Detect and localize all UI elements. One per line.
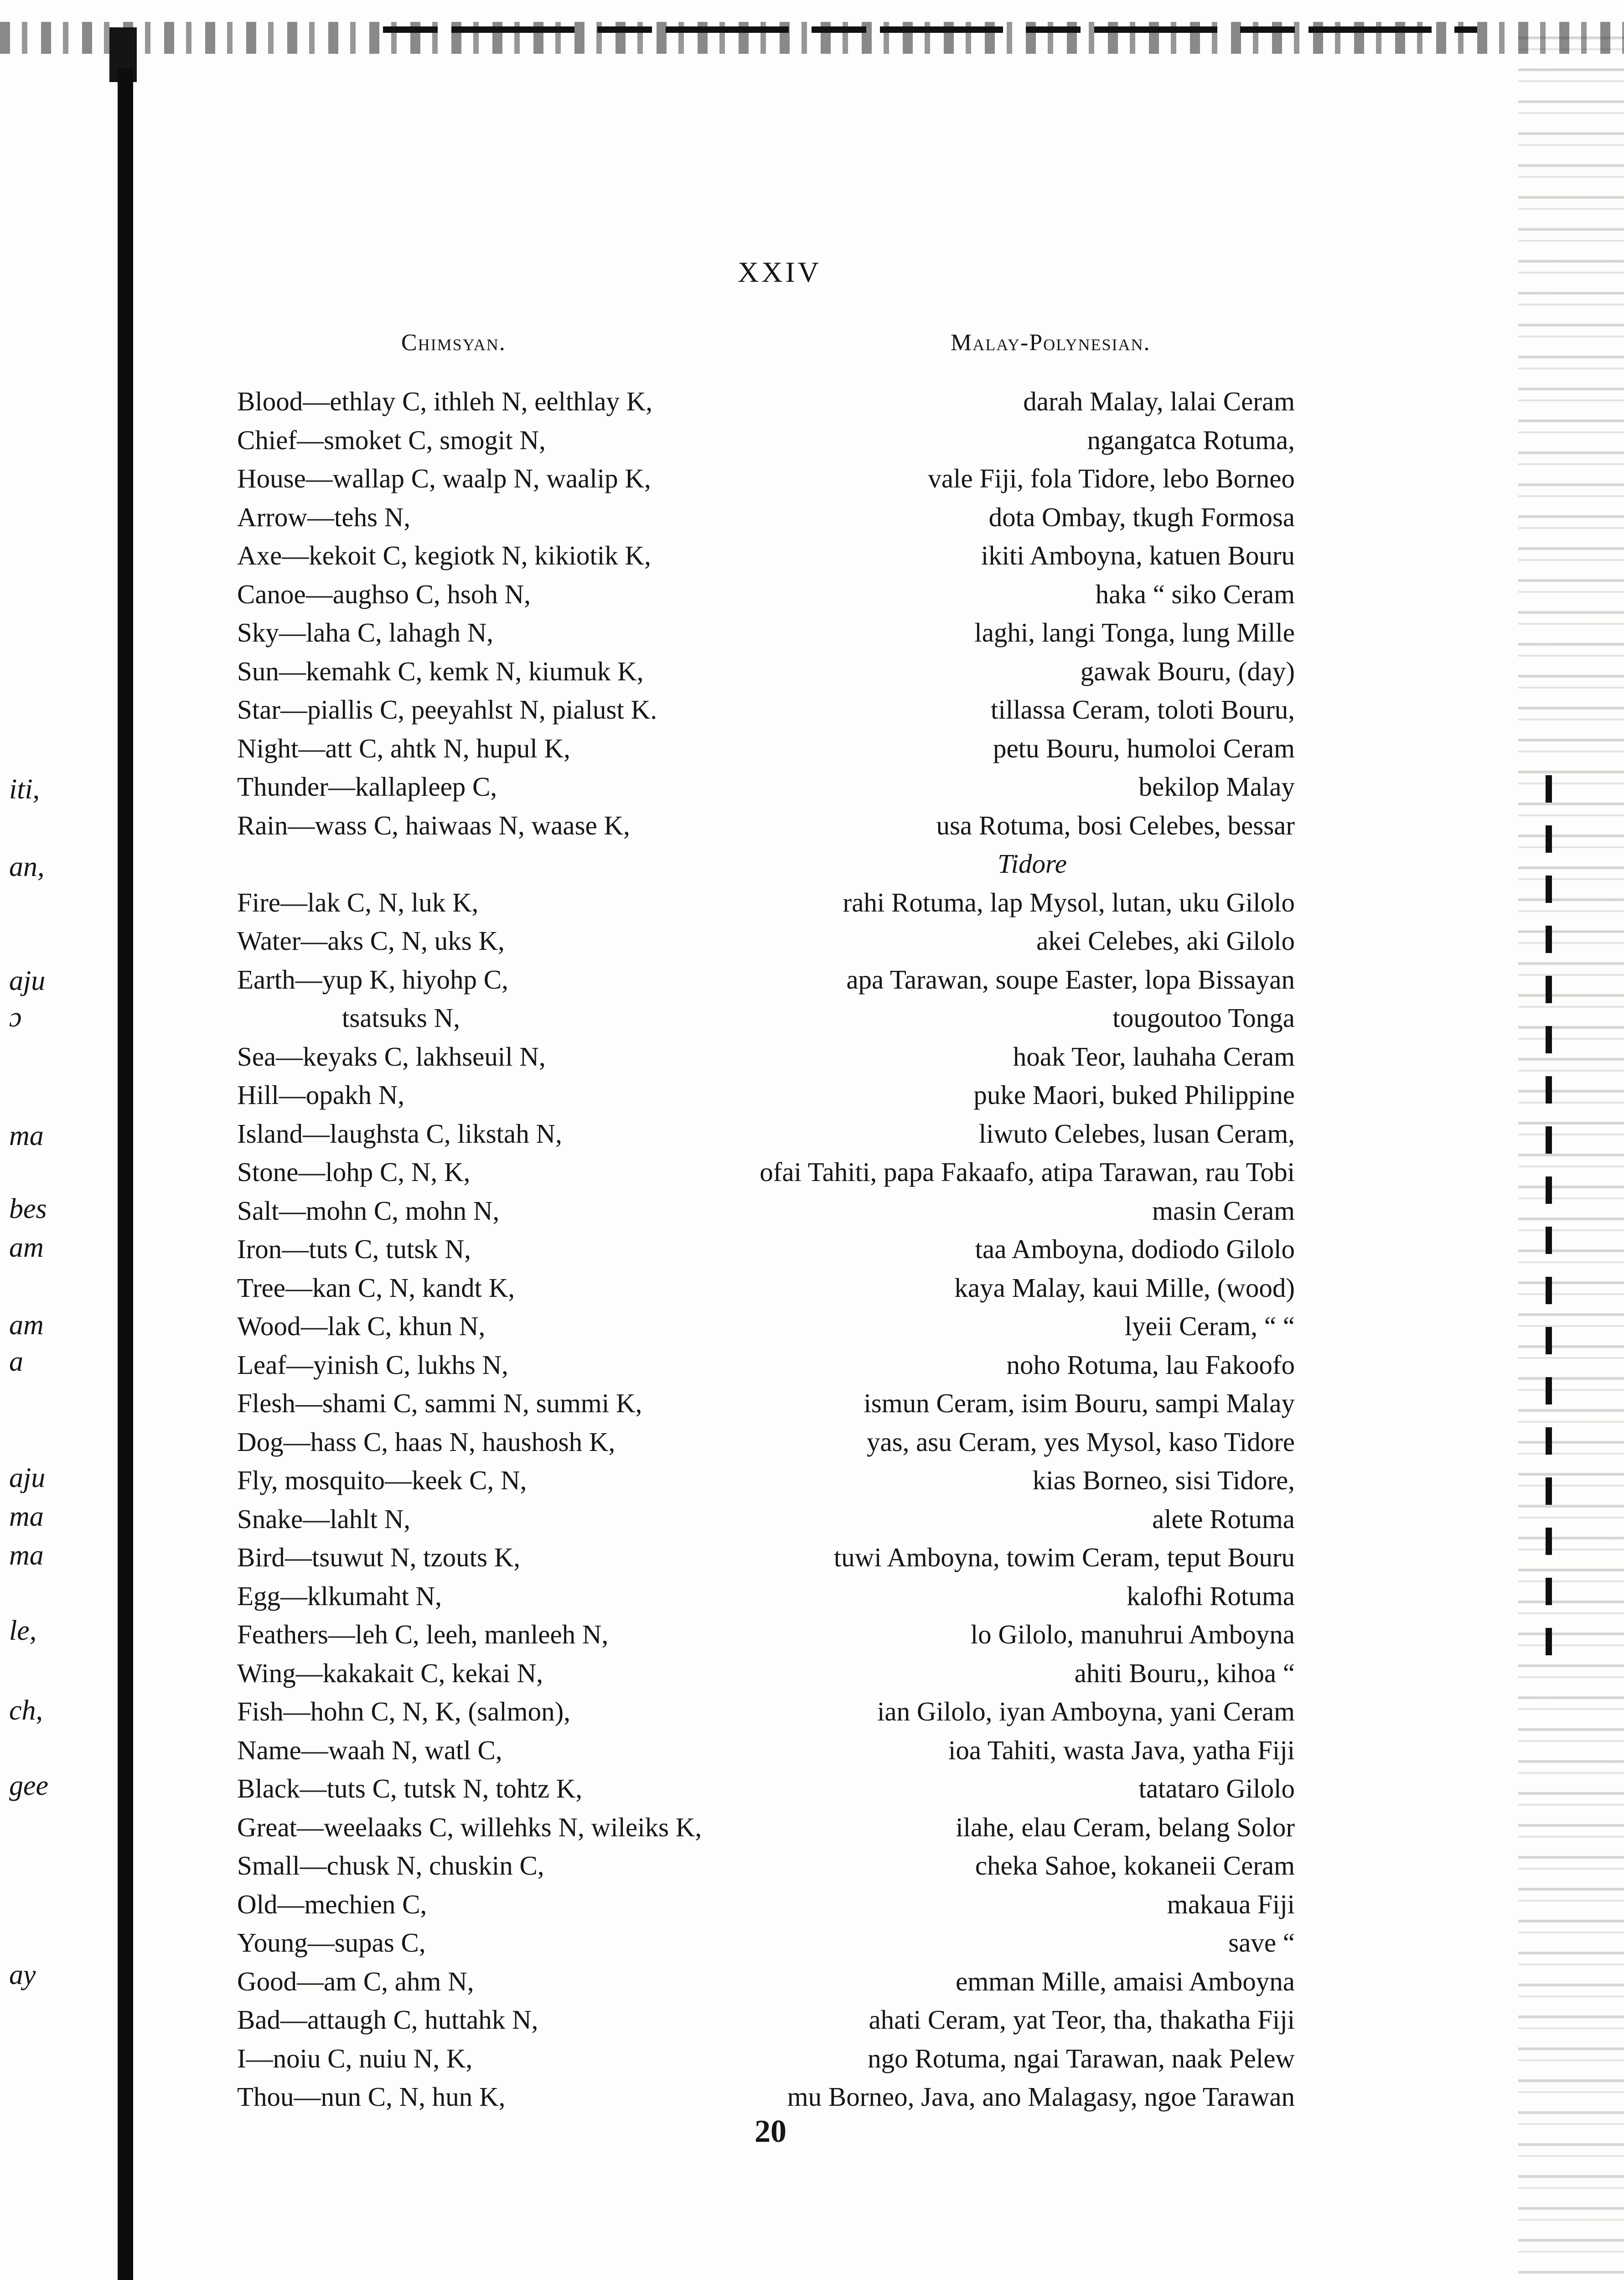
malay-polynesian-cognates: ikiti Amboyna, katuen Bouru bbox=[981, 540, 1295, 570]
margin-fragment: a bbox=[9, 1346, 23, 1377]
chimsyan-term: Iron—tuts C, tutsk N, bbox=[237, 1234, 471, 1264]
chimsyan-term: Young—supas C, bbox=[237, 1928, 426, 1958]
malay-polynesian-cognates: tillassa Ceram, toloti Bouru, bbox=[991, 694, 1295, 725]
malay-polynesian-cognates: ismun Ceram, isim Bouru, sampi Malay bbox=[864, 1388, 1295, 1418]
chimsyan-term: Fly, mosquito—keek C, N, bbox=[237, 1465, 527, 1495]
malay-polynesian-cognates: tatataro Gilolo bbox=[1138, 1773, 1295, 1803]
chimsyan-term: Canoe—aughso C, hsoh N, bbox=[237, 579, 531, 609]
vocabulary-row bbox=[237, 1731, 1331, 1770]
chimsyan-term: Chief—smoket C, smogit N, bbox=[237, 425, 546, 455]
chimsyan-term: Arrow—tehs N, bbox=[237, 502, 411, 532]
chimsyan-term: Water—aks C, N, uks K, bbox=[237, 926, 505, 956]
chimsyan-term: Night—att C, ahtk N, hupul K, bbox=[237, 733, 570, 763]
margin-fragment: aju bbox=[9, 1462, 46, 1493]
malay-polynesian-cognates: yas, asu Ceram, yes Mysol, kaso Tidore bbox=[866, 1426, 1295, 1457]
vocabulary-row bbox=[237, 1962, 1331, 2001]
margin-fragment: am bbox=[9, 1232, 44, 1263]
chimsyan-term: Fish—hohn C, N, K, (salmon), bbox=[237, 1696, 570, 1726]
vocabulary-row bbox=[237, 382, 1331, 421]
margin-fragment: ma bbox=[9, 1120, 44, 1151]
malay-polynesian-cognates: ngo Rotuma, ngai Tarawan, naak Pelew bbox=[868, 2043, 1295, 2073]
malay-polynesian-cognates: ngangatca Rotuma, bbox=[1087, 425, 1295, 455]
chimsyan-term: Island—laughsta C, likstah N, bbox=[237, 1118, 562, 1149]
malay-polynesian-cognates: kalofhi Rotuma bbox=[1127, 1580, 1295, 1611]
vocabulary-row bbox=[237, 1037, 1331, 1076]
vocabulary-row bbox=[237, 459, 1331, 498]
vocabulary-row bbox=[237, 1769, 1331, 1808]
vocabulary-row bbox=[237, 652, 1331, 691]
malay-polynesian-cognates: petu Bouru, humoloi Ceram bbox=[993, 733, 1295, 763]
malay-polynesian-cognates: ofai Tahiti, papa Fakaafo, atipa Tarawan, rau Tobi bbox=[760, 1157, 1295, 1187]
vocabulary-row bbox=[237, 1923, 1331, 1962]
malay-polynesian-cognates: usa Rotuma, bosi Celebes, bessar bbox=[936, 810, 1295, 840]
malay-polynesian-cognates: vale Fiji, fola Tidore, lebo Borneo bbox=[928, 463, 1295, 493]
chimsyan-term: Blood—ethlay C, ithleh N, eelthlay K, bbox=[237, 386, 653, 416]
vocabulary-row bbox=[237, 1692, 1331, 1731]
chimsyan-term: Feathers—leh C, leeh, manleeh N, bbox=[237, 1619, 609, 1649]
malay-polynesian-cognates: ahiti Bouru,, kihoa “ bbox=[1074, 1658, 1295, 1688]
vocabulary-list bbox=[237, 382, 1331, 2116]
vocabulary-row bbox=[237, 2000, 1331, 2039]
chimsyan-term: House—wallap C, waalp N, waalip K, bbox=[237, 463, 651, 493]
margin-fragment: iti, bbox=[9, 774, 40, 805]
chimsyan-term: Stone—lohp C, N, K, bbox=[237, 1157, 471, 1187]
vocabulary-row bbox=[237, 1538, 1331, 1577]
vocabulary-row bbox=[237, 1808, 1331, 1847]
chimsyan-term: Egg—klkumaht N, bbox=[237, 1580, 442, 1611]
chimsyan-term: Tree—kan C, N, kandt K, bbox=[237, 1272, 515, 1303]
chimsyan-term: Earth—yup K, hiyohp C, bbox=[237, 964, 508, 995]
vocabulary-row bbox=[237, 2078, 1331, 2116]
chimsyan-term: Black—tuts C, tutsk N, tohtz K, bbox=[237, 1773, 583, 1803]
chimsyan-term: tsatsuks N, bbox=[342, 1003, 460, 1033]
vocabulary-row bbox=[237, 960, 1331, 999]
vocabulary-row bbox=[237, 1307, 1331, 1346]
malay-polynesian-cognates: dota Ombay, tkugh Formosa bbox=[988, 502, 1295, 532]
chimsyan-term: Wing—kakakait C, kekai N, bbox=[237, 1658, 543, 1688]
malay-polynesian-cognates: kaya Malay, kaui Mille, (wood) bbox=[954, 1272, 1295, 1303]
vocabulary-row bbox=[237, 536, 1331, 575]
malay-polynesian-cognates: tuwi Amboyna, towim Ceram, teput Bouru bbox=[833, 1542, 1295, 1572]
malay-polynesian-cognates: ian Gilolo, iyan Amboyna, yani Ceram bbox=[877, 1696, 1295, 1726]
chimsyan-term: Name—waah N, watl C, bbox=[237, 1735, 502, 1765]
malay-polynesian-cognates: akei Celebes, aki Gilolo bbox=[1036, 926, 1295, 956]
column-heading-chimsyan: Chimsyan. bbox=[401, 330, 506, 356]
vocabulary-row bbox=[237, 1346, 1331, 1384]
margin-fragment: ɔ bbox=[9, 1002, 22, 1033]
malay-polynesian-cognates: makaua Fiji bbox=[1167, 1889, 1295, 1919]
chimsyan-term: Old—mechien C, bbox=[237, 1889, 427, 1919]
malay-polynesian-cognates: cheka Sahoe, kokaneii Ceram bbox=[975, 1850, 1295, 1881]
malay-polynesian-cognates: ahati Ceram, yat Teor, tha, thakatha Fiji bbox=[869, 2005, 1295, 2035]
vocabulary-row bbox=[237, 421, 1331, 460]
vocabulary-row bbox=[237, 1269, 1331, 1307]
scan-top-rule bbox=[383, 26, 1477, 33]
chimsyan-term: Small—chusk N, chuskin C, bbox=[237, 1850, 544, 1881]
malay-polynesian-cognates: puke Maori, buked Philippine bbox=[973, 1080, 1295, 1110]
chimsyan-term: Hill—opakh N, bbox=[237, 1080, 405, 1110]
column-heading-malay-polynesian: Malay-Polynesian. bbox=[951, 330, 1151, 356]
vocabulary-row bbox=[237, 1423, 1331, 1461]
vocabulary-row bbox=[237, 1500, 1331, 1539]
vocabulary-row bbox=[237, 2039, 1331, 2078]
margin-fragment: ay bbox=[9, 1959, 36, 1990]
malay-polynesian-cognates: mu Borneo, Java, ano Malagasy, ngoe Tarawan bbox=[787, 2082, 1295, 2112]
malay-polynesian-cognates: rahi Rotuma, lap Mysol, lutan, uku Gilolo bbox=[843, 887, 1295, 917]
vocabulary-row bbox=[237, 806, 1331, 883]
malay-polynesian-cognates: taa Amboyna, dodiodo Gilolo bbox=[975, 1234, 1295, 1264]
margin-fragment: gee bbox=[9, 1770, 49, 1801]
margin-fragment: le, bbox=[9, 1615, 37, 1646]
vocabulary-row bbox=[237, 883, 1331, 922]
scan-right-ticks bbox=[1546, 775, 1552, 1664]
margin-fragment: ma bbox=[9, 1540, 44, 1571]
chimsyan-term: Wood—lak C, khun N, bbox=[237, 1311, 486, 1341]
vocabulary-row bbox=[237, 1114, 1331, 1153]
malay-polynesian-cognates: masin Ceram bbox=[1152, 1195, 1295, 1226]
vocabulary-row bbox=[237, 1846, 1331, 1885]
chimsyan-term: Fire—lak C, N, luk K, bbox=[237, 887, 479, 917]
malay-polynesian-cognates: ilahe, elau Ceram, belang Solor bbox=[956, 1812, 1295, 1842]
malay-polynesian-cognates: alete Rotuma bbox=[1152, 1503, 1295, 1534]
vocabulary-row bbox=[237, 613, 1331, 652]
vocabulary-row bbox=[237, 1654, 1331, 1693]
malay-polynesian-cognates: hoak Teor, lauhaha Ceram bbox=[1013, 1041, 1295, 1072]
vocabulary-row bbox=[237, 575, 1331, 614]
vocabulary-row bbox=[237, 1192, 1331, 1230]
vocabulary-row bbox=[237, 922, 1331, 960]
page-header-numeral: XXIV bbox=[738, 256, 822, 288]
malay-polynesian-cognates: darah Malay, lalai Ceram bbox=[1023, 386, 1295, 416]
malay-polynesian-cognates: liwuto Celebes, lusan Ceram, bbox=[978, 1118, 1295, 1149]
margin-fragment: ma bbox=[9, 1501, 44, 1532]
vocabulary-row bbox=[237, 690, 1331, 729]
vocabulary-row bbox=[237, 1577, 1331, 1616]
malay-polynesian-cognates: laghi, langi Tonga, lung Mille bbox=[974, 617, 1295, 648]
malay-polynesian-cognates: lyeii Ceram, “ “ bbox=[1124, 1311, 1295, 1341]
chimsyan-term: Bad—attaugh C, huttahk N, bbox=[237, 2005, 538, 2035]
chimsyan-term: Thunder—kallapleep C, bbox=[237, 772, 497, 802]
chimsyan-term: Axe—kekoit C, kegiotk N, kikiotik K, bbox=[237, 540, 651, 570]
chimsyan-term: Leaf—yinish C, lukhs N, bbox=[237, 1349, 508, 1380]
malay-polynesian-cognates: noho Rotuma, lau Fakoofo bbox=[1006, 1349, 1295, 1380]
binding-edge bbox=[118, 68, 133, 2280]
chimsyan-term: Sun—kemahk C, kemk N, kiumuk K, bbox=[237, 656, 644, 686]
margin-fragment: bes bbox=[9, 1193, 47, 1224]
malay-polynesian-cognates: kias Borneo, sisi Tidore, bbox=[1032, 1465, 1295, 1495]
scan-right-edge bbox=[1518, 36, 1624, 2280]
chimsyan-term: Great—weelaaks C, willehks N, wileiks K, bbox=[237, 1812, 702, 1842]
margin-fragment: ch, bbox=[9, 1695, 43, 1726]
chimsyan-term: Star—piallis C, peeyahlst N, pialust K. bbox=[237, 694, 657, 725]
vocabulary-row bbox=[237, 1384, 1331, 1423]
malay-polynesian-cognates: bekilop Malay bbox=[1138, 772, 1295, 802]
chimsyan-term: Good—am C, ahm N, bbox=[237, 1966, 474, 1996]
vocabulary-row bbox=[237, 1461, 1331, 1500]
vocabulary-row bbox=[237, 1076, 1331, 1114]
margin-fragment: an, bbox=[9, 851, 45, 882]
malay-polynesian-continuation: Tidore bbox=[998, 849, 1067, 879]
malay-polynesian-cognates: gawak Bouru, (day) bbox=[1080, 656, 1295, 686]
vocabulary-row bbox=[237, 767, 1331, 806]
chimsyan-term: Bird—tsuwut N, tzouts K, bbox=[237, 1542, 521, 1572]
vocabulary-row bbox=[237, 1153, 1331, 1192]
vocabulary-row bbox=[237, 498, 1331, 537]
chimsyan-term: Sky—laha C, lahagh N, bbox=[237, 617, 494, 648]
vocabulary-row bbox=[237, 999, 1331, 1037]
page-number: 20 bbox=[755, 2114, 786, 2149]
chimsyan-term: Flesh—shami C, sammi N, summi K, bbox=[237, 1388, 642, 1418]
chimsyan-term: Salt—mohn C, mohn N, bbox=[237, 1195, 500, 1226]
malay-polynesian-cognates: lo Gilolo, manuhrui Amboyna bbox=[970, 1619, 1295, 1649]
malay-polynesian-cognates: ioa Tahiti, wasta Java, yatha Fiji bbox=[948, 1735, 1295, 1765]
chimsyan-term: Sea—keyaks C, lakhseuil N, bbox=[237, 1041, 546, 1072]
malay-polynesian-cognates: apa Tarawan, soupe Easter, lopa Bissayan bbox=[846, 964, 1295, 995]
vocabulary-row bbox=[237, 729, 1331, 768]
margin-fragment: aju bbox=[9, 965, 46, 996]
chimsyan-term: Thou—nun C, N, hun K, bbox=[237, 2082, 506, 2112]
chimsyan-term: Dog—hass C, haas N, haushosh K, bbox=[237, 1426, 615, 1457]
vocabulary-row bbox=[237, 1885, 1331, 1924]
malay-polynesian-cognates: tougoutoo Tonga bbox=[1112, 1003, 1295, 1033]
chimsyan-term: I—noiu C, nuiu N, K, bbox=[237, 2043, 473, 2073]
margin-fragment: am bbox=[9, 1310, 44, 1341]
vocabulary-row bbox=[237, 1615, 1331, 1654]
malay-polynesian-cognates: save “ bbox=[1228, 1928, 1295, 1958]
vocabulary-row bbox=[237, 1230, 1331, 1269]
malay-polynesian-cognates: emman Mille, amaisi Amboyna bbox=[956, 1966, 1295, 1996]
malay-polynesian-cognates: haka “ siko Ceram bbox=[1095, 579, 1295, 609]
chimsyan-term: Snake—lahlt N, bbox=[237, 1503, 411, 1534]
chimsyan-term: Rain—wass C, haiwaas N, waase K, bbox=[237, 810, 630, 840]
